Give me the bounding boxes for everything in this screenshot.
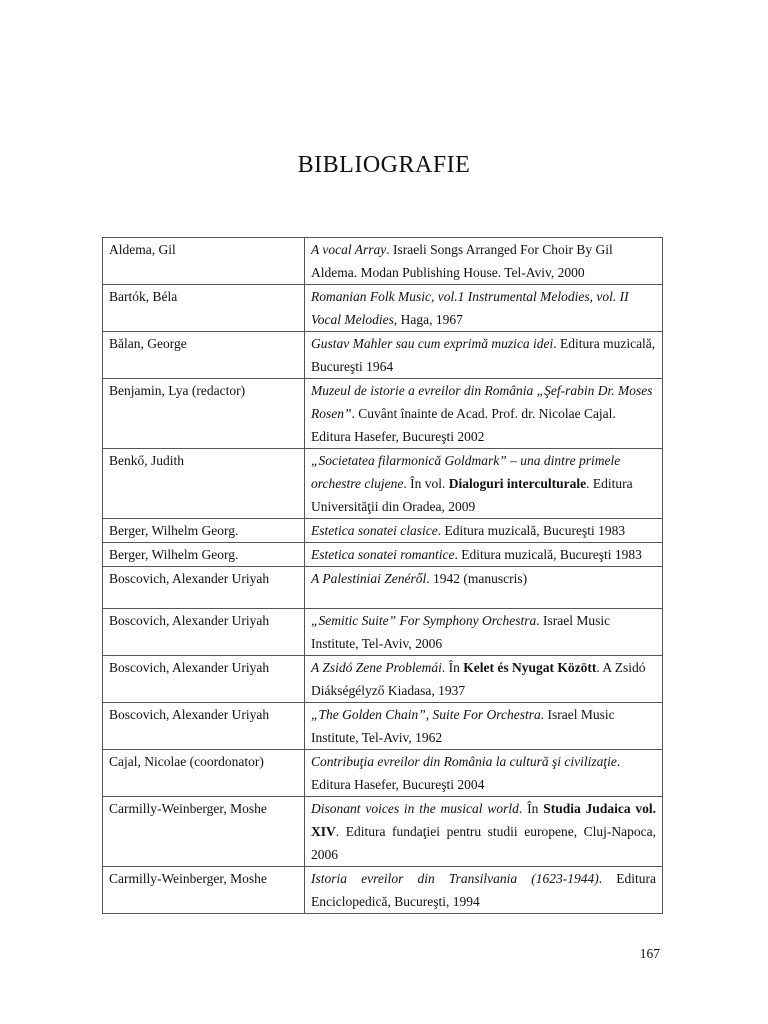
bibliography-body [103,238,663,914]
publication-details: . Editura Universităţii din Oradea, 2009 [311,476,633,514]
author-cell: Cajal, Nicolae (coordonator) [103,750,305,797]
bibliography-row [103,238,663,285]
reference-cell [305,867,663,914]
reference-cell [305,519,663,543]
reference-cell [305,238,663,285]
reference-cell [305,703,663,750]
bibliography-row [103,449,663,519]
author-cell: Carmilly-Weinberger, Moshe [103,867,305,914]
work-title: Disonant voices in the musical world [311,801,519,816]
publication-details: . Israeli Songs Arranged For Choir By Gil Aldema. Modan Publishing House. Tel-Aviv, 2000 [311,242,613,280]
reference-cell [305,797,663,867]
work-title: Gustav Mahler sau cum exprimă muzica idei [311,336,554,351]
publication-details: . Editura fundaţiei pentru studii europene, Cluj-Napoca, 2006 [311,824,656,862]
work-title: „Semitic Suite” For Symphony Orchestra [311,613,537,628]
publication-details: . Editura Enciclopedică, Bucureşti, 1994 [311,871,656,909]
work-title: Contribuţia evreilor din România la cultură şi civilizaţie [311,754,617,769]
bibliography-row [103,703,663,750]
author-cell: Carmilly-Weinberger, Moshe [103,797,305,867]
work-title: Estetica sonatei clasice [311,523,438,538]
reference-cell [305,567,663,609]
publication-details: , Haga, 1967 [393,312,463,327]
author-cell: Benkő, Judith [103,449,305,519]
bibliography-row [103,332,663,379]
author-cell: Bălan, George [103,332,305,379]
publication-details: . Editura Hasefer, Bucureşti 2004 [311,754,621,792]
author-cell: Boscovich, Alexander Uriyah [103,609,305,656]
author-cell: Berger, Wilhelm Georg. [103,519,305,543]
work-title: Muzeul de istorie a evreilor din România „Şef-rabin Dr. Moses Rosen” [311,383,653,421]
publication-details: . Editura muzicală, Bucureşti 1983 [454,547,642,562]
bibliography-row [103,867,663,914]
reference-cell [305,609,663,656]
author-cell: Boscovich, Alexander Uriyah [103,567,305,609]
publication-details: . Editura muzicală, Bucureşti 1983 [437,523,626,538]
publication-details: . În vol. [403,476,449,491]
bibliography-row [103,656,663,703]
volume-title: Studia Judaica vol. XIV [311,801,657,839]
publication-details: . A Zsidó Diákségélyző Kiadasa, 1937 [311,660,646,698]
bibliography-row [103,379,663,449]
bibliography-row [103,609,663,656]
author-cell: Benjamin, Lya (redactor) [103,379,305,449]
work-title: Estetica sonatei romantice [311,547,455,562]
bibliography-row [103,797,663,867]
page-title: BIBLIOGRAFIE [297,152,471,178]
publication-details: . În [518,801,544,816]
reference-cell [305,750,663,797]
bibliography-row [103,543,663,567]
reference-cell [305,285,663,332]
bibliography-row [103,285,663,332]
bibliography-row [103,519,663,543]
bibliography-row [103,567,663,609]
author-cell: Boscovich, Alexander Uriyah [103,703,305,750]
work-title: A Palestiniai Zenéről [311,571,427,586]
page-number: 167 [639,946,660,961]
work-title: A vocal Array [311,242,387,257]
publication-details: . Cuvânt înainte de Acad. Prof. dr. Nicolae Cajal. Editura Hasefer, Bucureşti 2002 [311,406,616,444]
work-title: Istoria evreilor din Transilvania (1623-1944) [311,871,599,886]
reference-cell [305,379,663,449]
work-title: „Societatea filarmonică Goldmark” – una dintre primele orchestre clujene [311,453,621,491]
volume-title: Dialoguri interculturale [448,476,587,491]
reference-cell [305,332,663,379]
bibliography-table [102,237,663,914]
publication-details: . În [441,660,464,675]
author-cell: Boscovich, Alexander Uriyah [103,656,305,703]
publication-details: . Israel Music Institute, Tel-Aviv, 2006 [311,613,611,651]
reference-cell [305,543,663,567]
publication-details: . Israel Music Institute, Tel-Aviv, 1962 [311,707,615,745]
publication-details: . Editura muzicală, Bucureşti 1964 [311,336,656,374]
author-cell: Berger, Wilhelm Georg. [103,543,305,567]
work-title: Romanian Folk Music, vol.1 Instrumental Melodies, vol. II Vocal Melodies [311,289,629,327]
volume-title: Kelet és Nyugat Között [463,660,597,675]
bibliography-row [103,750,663,797]
publication-details: . 1942 (manuscris) [426,571,528,586]
reference-cell [305,449,663,519]
reference-cell [305,656,663,703]
work-title: A Zsidó Zene Problemái [311,660,442,675]
author-cell: Aldema, Gil [103,238,305,285]
work-title: „The Golden Chain”, Suite For Orchestra [311,707,541,722]
author-cell: Bartók, Béla [103,285,305,332]
